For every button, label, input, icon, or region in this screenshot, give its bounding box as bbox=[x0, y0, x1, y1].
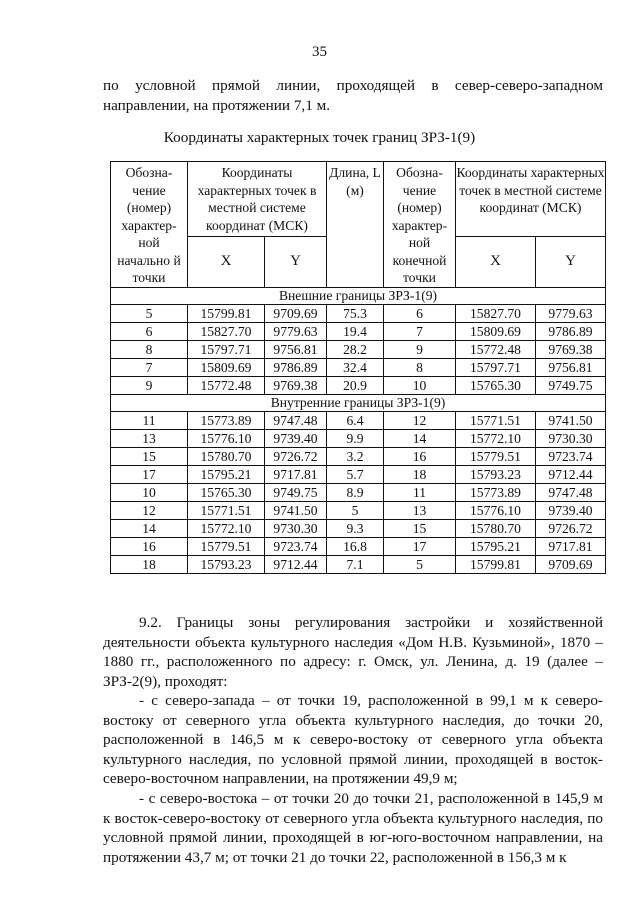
table-title: Координаты характерных точек границ ЗРЗ-1(9) bbox=[163, 129, 476, 146]
x-end-cell: 15765.30 bbox=[456, 376, 536, 394]
x-start-cell: 15776.10 bbox=[188, 429, 265, 447]
section-header-row bbox=[111, 287, 606, 304]
start-point-cell: 13 bbox=[111, 429, 188, 447]
x-start-cell: 15773.89 bbox=[188, 411, 265, 429]
end-point-cell: 10 bbox=[384, 376, 456, 394]
y-start-cell: 9730.30 bbox=[265, 519, 327, 537]
y-end-cell: 9723.74 bbox=[536, 447, 606, 465]
x-start-cell: 15772.48 bbox=[188, 376, 265, 394]
header-length: Длина, L (м) bbox=[327, 162, 384, 288]
y-end-cell: 9749.75 bbox=[536, 376, 606, 394]
y-start-cell: 9741.50 bbox=[265, 501, 327, 519]
y-end-cell: 9779.63 bbox=[536, 304, 606, 322]
x-end-cell: 15772.10 bbox=[456, 429, 536, 447]
y-end-cell: 9712.44 bbox=[536, 465, 606, 483]
start-point-cell: 9 bbox=[111, 376, 188, 394]
end-point-cell: 12 bbox=[384, 411, 456, 429]
end-point-cell: 16 bbox=[384, 447, 456, 465]
y-start-cell: 9786.89 bbox=[265, 358, 327, 376]
end-point-cell: 15 bbox=[384, 519, 456, 537]
x-start-cell: 15797.71 bbox=[188, 340, 265, 358]
x-end-cell: 15771.51 bbox=[456, 411, 536, 429]
length-cell: 9.3 bbox=[327, 519, 384, 537]
y-start-cell: 9709.69 bbox=[265, 304, 327, 322]
y-end-cell: 9726.72 bbox=[536, 519, 606, 537]
start-point-cell: 8 bbox=[111, 340, 188, 358]
y-end-cell: 9709.69 bbox=[536, 555, 606, 573]
y-start-cell: 9739.40 bbox=[265, 429, 327, 447]
y-start-cell: 9717.81 bbox=[265, 465, 327, 483]
table-row bbox=[111, 555, 606, 573]
y-start-cell: 9779.63 bbox=[265, 322, 327, 340]
x-start-cell: 15827.70 bbox=[188, 322, 265, 340]
x-end-cell: 15809.69 bbox=[456, 322, 536, 340]
length-cell: 8.9 bbox=[327, 483, 384, 501]
x-end-cell: 15793.23 bbox=[456, 465, 536, 483]
y-end-cell: 9756.81 bbox=[536, 358, 606, 376]
y-start-cell: 9726.72 bbox=[265, 447, 327, 465]
x-end-cell: 15779.51 bbox=[456, 447, 536, 465]
start-point-cell: 10 bbox=[111, 483, 188, 501]
bullet-north-west: - с северо-запада – от точки 19, расположенной в 99,1 м к северо-востоку от северного угла объекта культурного наследия, до точки 20, расположенной в 146,5 м к северо-востоку от северного угла объекта культурного наследия, по условной прямой линии, проходящей в восток-северо-восточном направлении, на протяжении 49,9 м; bbox=[103, 692, 603, 787]
table-row bbox=[111, 304, 606, 322]
y-end-cell: 9741.50 bbox=[536, 411, 606, 429]
x-start-cell: 15771.51 bbox=[188, 501, 265, 519]
header-y-right: Y bbox=[536, 237, 606, 287]
start-point-cell: 12 bbox=[111, 501, 188, 519]
table-row bbox=[111, 411, 606, 429]
x-start-cell: 15799.81 bbox=[188, 304, 265, 322]
x-end-cell: 15772.48 bbox=[456, 340, 536, 358]
length-cell: 6.4 bbox=[327, 411, 384, 429]
length-cell: 9.9 bbox=[327, 429, 384, 447]
table-row bbox=[111, 519, 606, 537]
table-row bbox=[111, 483, 606, 501]
x-start-cell: 15793.23 bbox=[188, 555, 265, 573]
length-cell: 5 bbox=[327, 501, 384, 519]
start-point-cell: 15 bbox=[111, 447, 188, 465]
start-point-cell: 18 bbox=[111, 555, 188, 573]
y-start-cell: 9712.44 bbox=[265, 555, 327, 573]
x-start-cell: 15772.10 bbox=[188, 519, 265, 537]
coordinates-table bbox=[110, 161, 606, 574]
x-start-cell: 15809.69 bbox=[188, 358, 265, 376]
length-cell: 5.7 bbox=[327, 465, 384, 483]
page-number: 35 bbox=[312, 44, 327, 60]
x-end-cell: 15776.10 bbox=[456, 501, 536, 519]
start-point-cell: 7 bbox=[111, 358, 188, 376]
intro-paragraph: по условной прямой линии, проходящей в север-северо-западном направлении, на протяжении 7,1 м. bbox=[103, 77, 603, 114]
y-end-cell: 9786.89 bbox=[536, 322, 606, 340]
table-row bbox=[111, 447, 606, 465]
section-9-2-paragraph: 9.2. Границы зоны регулирования застройки и хозяйственной деятельности объекта культурного наследия «Дом Н.В. Кузьминой», 1870 – 1880 гг., расположенного по адресу: г. Омск, ул. Ленина, д. 19 (далее – ЗРЗ-2(9), проходят: bbox=[103, 614, 603, 690]
y-end-cell: 9747.48 bbox=[536, 483, 606, 501]
table-row bbox=[111, 429, 606, 447]
table-row bbox=[111, 501, 606, 519]
x-end-cell: 15797.71 bbox=[456, 358, 536, 376]
start-point-cell: 5 bbox=[111, 304, 188, 322]
x-end-cell: 15795.21 bbox=[456, 537, 536, 555]
bullet-north-east: - с северо-востока – от точки 20 до точки 21, расположенной в 145,9 м к восток-северо-востоку от северного угла объекта культурного наследия, по условной прямой линии, проходящей в юг-юго-восточном направлении, на протяжении 43,7 м; от точки 21 до точки 22, расположенной в 156,3 м к bbox=[103, 790, 603, 866]
table-row bbox=[111, 537, 606, 555]
table-row bbox=[111, 376, 606, 394]
x-start-cell: 15795.21 bbox=[188, 465, 265, 483]
x-end-cell: 15827.70 bbox=[456, 304, 536, 322]
header-end-point: Обозна-чение (номер) характер-ной конечной точки bbox=[384, 162, 456, 288]
x-start-cell: 15780.70 bbox=[188, 447, 265, 465]
x-end-cell: 15773.89 bbox=[456, 483, 536, 501]
end-point-cell: 14 bbox=[384, 429, 456, 447]
table-row bbox=[111, 322, 606, 340]
table-row bbox=[111, 340, 606, 358]
y-end-cell: 9739.40 bbox=[536, 501, 606, 519]
y-start-cell: 9769.38 bbox=[265, 376, 327, 394]
end-point-cell: 13 bbox=[384, 501, 456, 519]
end-point-cell: 8 bbox=[384, 358, 456, 376]
x-start-cell: 15779.51 bbox=[188, 537, 265, 555]
y-end-cell: 9769.38 bbox=[536, 340, 606, 358]
end-point-cell: 7 bbox=[384, 322, 456, 340]
length-cell: 7.1 bbox=[327, 555, 384, 573]
end-point-cell: 17 bbox=[384, 537, 456, 555]
header-start-point: Обозна-чение (номер) характер-ной начально й точки bbox=[111, 162, 188, 288]
end-point-cell: 5 bbox=[384, 555, 456, 573]
header-coords-right: Координаты характерных точек в местной системе координат (МСК) bbox=[456, 162, 606, 237]
header-x-left: X bbox=[188, 237, 265, 287]
end-point-cell: 6 bbox=[384, 304, 456, 322]
y-start-cell: 9756.81 bbox=[265, 340, 327, 358]
length-cell: 75.3 bbox=[327, 304, 384, 322]
end-point-cell: 9 bbox=[384, 340, 456, 358]
length-cell: 28.2 bbox=[327, 340, 384, 358]
length-cell: 32.4 bbox=[327, 358, 384, 376]
length-cell: 16.8 bbox=[327, 537, 384, 555]
length-cell: 19.4 bbox=[327, 322, 384, 340]
section-title: Внешние границы ЗРЗ-1(9) bbox=[111, 287, 606, 304]
x-end-cell: 15799.81 bbox=[456, 555, 536, 573]
y-start-cell: 9747.48 bbox=[265, 411, 327, 429]
y-end-cell: 9730.30 bbox=[536, 429, 606, 447]
start-point-cell: 17 bbox=[111, 465, 188, 483]
length-cell: 3.2 bbox=[327, 447, 384, 465]
y-end-cell: 9717.81 bbox=[536, 537, 606, 555]
header-x-right: X bbox=[456, 237, 536, 287]
end-point-cell: 18 bbox=[384, 465, 456, 483]
y-start-cell: 9749.75 bbox=[265, 483, 327, 501]
x-end-cell: 15780.70 bbox=[456, 519, 536, 537]
start-point-cell: 6 bbox=[111, 322, 188, 340]
start-point-cell: 14 bbox=[111, 519, 188, 537]
start-point-cell: 11 bbox=[111, 411, 188, 429]
table-row bbox=[111, 358, 606, 376]
x-start-cell: 15765.30 bbox=[188, 483, 265, 501]
section-header-row bbox=[111, 394, 606, 411]
y-start-cell: 9723.74 bbox=[265, 537, 327, 555]
header-y-left: Y bbox=[265, 237, 327, 287]
length-cell: 20.9 bbox=[327, 376, 384, 394]
start-point-cell: 16 bbox=[111, 537, 188, 555]
table-row bbox=[111, 465, 606, 483]
section-title: Внутренние границы ЗРЗ-1(9) bbox=[111, 394, 606, 411]
end-point-cell: 11 bbox=[384, 483, 456, 501]
header-coords-left: Координаты характерных точек в местной системе координат (МСК) bbox=[188, 162, 327, 237]
